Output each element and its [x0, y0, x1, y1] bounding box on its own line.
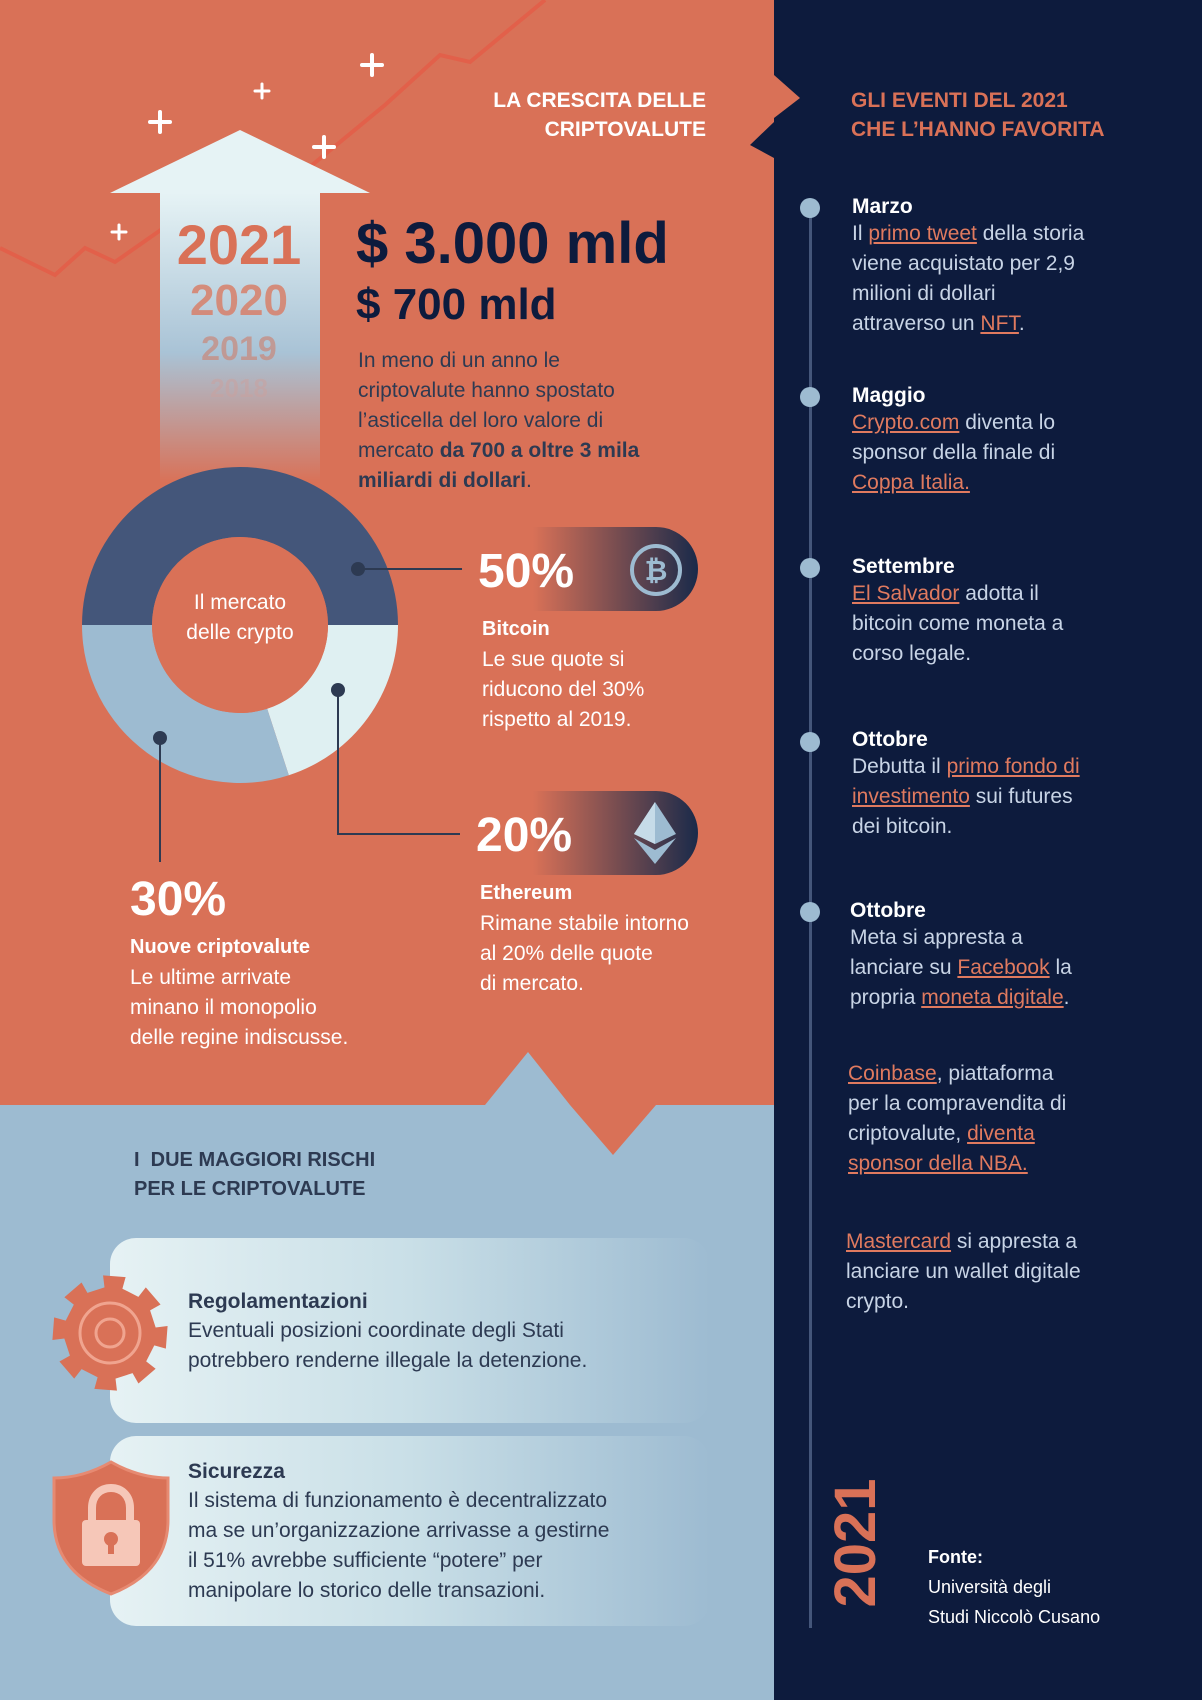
- ethereum-percent: 20%: [476, 809, 573, 862]
- bitcoin-name: Bitcoin: [482, 618, 550, 640]
- text-line: [850, 953, 1180, 983]
- event-month: Marzo: [852, 195, 913, 218]
- text-line: viene acquistato per 2,9: [852, 252, 1075, 275]
- text-span: della storia: [976, 222, 1085, 245]
- text-span: Debutta il: [852, 755, 947, 778]
- event-month: Ottobre: [852, 728, 928, 751]
- text-line: al 20% delle quote: [480, 942, 653, 965]
- event-text: [852, 579, 1182, 669]
- text-span: criptovalute,: [848, 1122, 968, 1145]
- event-month: Settembre: [852, 555, 955, 578]
- text-line: I DUE MAGGIORI RISCHI: [134, 1149, 376, 1171]
- text-line: [852, 219, 1182, 249]
- text-span: propria: [850, 986, 922, 1009]
- text-span: .: [1018, 312, 1025, 335]
- text-line: manipolare lo storico delle transazioni.: [188, 1579, 546, 1602]
- link-facebook[interactable]: Facebook: [957, 956, 1050, 979]
- text-line: crypto.: [846, 1290, 910, 1313]
- text-span: diventa lo: [959, 411, 1056, 434]
- risk-text: [188, 1486, 708, 1606]
- risks-title: [134, 1146, 375, 1204]
- event-mastercard: [846, 1227, 1186, 1317]
- text-span: , piattaforma: [936, 1062, 1054, 1085]
- text-line: [852, 579, 1182, 609]
- timeline-dot: [800, 558, 820, 578]
- ethereum-icon: [630, 800, 680, 866]
- text-line: sponsor della finale di: [852, 441, 1056, 464]
- event-text: [852, 408, 1182, 498]
- year-2020: 2020: [190, 276, 288, 325]
- bitcoin-icon: [628, 542, 684, 598]
- text-line: [848, 1119, 1178, 1149]
- link-nft[interactable]: NFT: [980, 312, 1019, 335]
- text-line: PER LE CRIPTOVALUTE: [134, 1178, 366, 1200]
- link-moneta-digitale[interactable]: moneta digitale: [921, 986, 1064, 1009]
- new-crypto-info: [130, 936, 420, 1053]
- new-crypto-percent: 30%: [130, 873, 227, 926]
- text-line: Il sistema di funzionamento è decentralizzato: [188, 1489, 608, 1512]
- shield-lock-icon: [52, 1460, 170, 1596]
- text-span: .: [1063, 986, 1070, 1009]
- text-line: minano il monopolio: [130, 996, 317, 1019]
- event-coinbase: [848, 1059, 1178, 1179]
- text-span: si appresta a: [951, 1230, 1078, 1253]
- timeline-dot: [800, 732, 820, 752]
- text-line: Le sue quote si: [482, 648, 625, 671]
- text-line: ma se un’organizzazione arrivasse a gestirne: [188, 1519, 610, 1542]
- text-span: Il: [852, 222, 869, 245]
- text-line: corso legale.: [852, 642, 972, 665]
- risk-title: Regolamentazioni: [188, 1290, 368, 1313]
- text-line: per la compravendita di: [848, 1092, 1067, 1115]
- link-crypto-com[interactable]: Crypto.com: [852, 411, 960, 434]
- text-span: attraverso un: [852, 312, 981, 335]
- gear-icon: [50, 1273, 170, 1393]
- text-span: mercato: [358, 439, 440, 462]
- year-2019: 2019: [201, 330, 277, 368]
- link-el-salvador[interactable]: El Salvador: [852, 582, 960, 605]
- ethereum-text: [480, 909, 770, 999]
- risk-regulation-content: [188, 1290, 708, 1376]
- year-2021: 2021: [176, 213, 302, 276]
- growth-title-line: CRIPTOVALUTE: [544, 118, 706, 141]
- source-line: Università degli: [928, 1577, 1052, 1597]
- text-line: il 51% avrebbe sufficiente “potere” per: [188, 1549, 543, 1572]
- text-span: lanciare su: [850, 956, 958, 979]
- text-line: Meta si appresta a: [850, 926, 1023, 949]
- text-line: [852, 468, 1182, 498]
- link-sponsor-nba[interactable]: sponsor della NBA.: [848, 1152, 1028, 1175]
- risk-security-content: [188, 1460, 708, 1606]
- bitcoin-percent: 50%: [478, 545, 575, 598]
- new-crypto-name: Nuove criptovalute: [130, 936, 311, 958]
- text-line: Le ultime arrivate: [130, 966, 292, 989]
- text-line: [852, 782, 1182, 812]
- text-line: [846, 1227, 1186, 1257]
- text-span: .: [526, 469, 532, 492]
- text-line: riducono del 30%: [482, 678, 645, 701]
- text-span: la: [1049, 956, 1072, 979]
- source: [928, 1542, 1100, 1632]
- event-october-2: [850, 899, 1180, 1013]
- event-text: [852, 219, 1182, 339]
- link-investimento[interactable]: investimento: [852, 785, 970, 808]
- new-crypto-text: [130, 963, 420, 1053]
- text-line: Eventuali posizioni coordinate degli Stati: [188, 1319, 564, 1342]
- text-line: milioni di dollari: [852, 282, 996, 305]
- timeline-dot: [800, 902, 820, 922]
- event-may: [852, 384, 1182, 498]
- link-primo-tweet[interactable]: primo tweet: [868, 222, 977, 245]
- event-month: Ottobre: [850, 899, 926, 922]
- text-line: [848, 1059, 1178, 1089]
- bitcoin-info: [482, 618, 742, 735]
- text-line: dei bitcoin.: [852, 815, 953, 838]
- link-coppa-italia[interactable]: Coppa Italia.: [852, 471, 970, 494]
- year-2018: 2018: [210, 373, 268, 403]
- event-march: [852, 195, 1182, 339]
- text-line: l’asticella del loro valore di: [358, 409, 604, 432]
- value-2021: $ 3.000 mld: [356, 211, 669, 276]
- events-title-line: CHE L’HANNO FAVORITA: [851, 118, 1105, 141]
- svg-text:₿: ₿: [644, 555, 668, 586]
- text-line: criptovalute hanno spostato: [358, 379, 615, 402]
- risk-text: [188, 1316, 708, 1376]
- text-line: In meno di un anno le: [358, 349, 560, 372]
- text-line: [850, 983, 1180, 1013]
- text-line: rispetto al 2019.: [482, 708, 632, 731]
- timeline-year: 2021: [823, 1478, 888, 1608]
- risk-title: Sicurezza: [188, 1460, 285, 1483]
- text-bold: da 700 a oltre 3 mila: [439, 439, 640, 462]
- text-line: [852, 408, 1182, 438]
- event-month: Maggio: [852, 384, 926, 407]
- source-line: Studi Niccolò Cusano: [928, 1607, 1101, 1627]
- link-mastercard[interactable]: Mastercard: [846, 1230, 952, 1253]
- event-september: [852, 555, 1182, 669]
- ethereum-info: [480, 882, 770, 999]
- link-primo-fondo[interactable]: primo fondo di: [946, 755, 1080, 778]
- value-2020: $ 700 mld: [356, 280, 557, 329]
- text-line: delle regine indiscusse.: [130, 1026, 349, 1049]
- event-october-1: [852, 728, 1182, 842]
- events-title: [851, 86, 1191, 144]
- text-line: bitcoin come moneta a: [852, 612, 1064, 635]
- timeline-dot: [800, 198, 820, 218]
- growth-title-line: LA CRESCITA DELLE: [493, 89, 706, 112]
- source-label: Fonte:: [928, 1547, 983, 1567]
- link-diventa[interactable]: diventa: [967, 1122, 1035, 1145]
- text-span: sui futures: [969, 785, 1073, 808]
- events-title-line: GLI EVENTI DEL 2021: [851, 89, 1068, 112]
- text-line: [852, 309, 1182, 339]
- text-line: [848, 1149, 1178, 1179]
- event-text: [852, 752, 1182, 842]
- text-bold: miliardi di dollari: [358, 469, 527, 492]
- timeline-dot: [800, 387, 820, 407]
- text-line: delle crypto: [186, 621, 294, 644]
- text-line: [852, 752, 1182, 782]
- bitcoin-text: [482, 645, 742, 735]
- ethereum-name: Ethereum: [480, 882, 573, 904]
- text-line: Rimane stabile intorno: [480, 912, 689, 935]
- event-text: [850, 923, 1180, 1013]
- text-line: potrebbero renderne illegale la detenzione.: [188, 1349, 588, 1372]
- text-line: di mercato.: [480, 972, 584, 995]
- text-span: adotta il: [959, 582, 1039, 605]
- text-line: lanciare un wallet digitale: [846, 1260, 1081, 1283]
- link-coinbase[interactable]: Coinbase: [848, 1062, 937, 1085]
- text-line: Il mercato: [193, 591, 287, 614]
